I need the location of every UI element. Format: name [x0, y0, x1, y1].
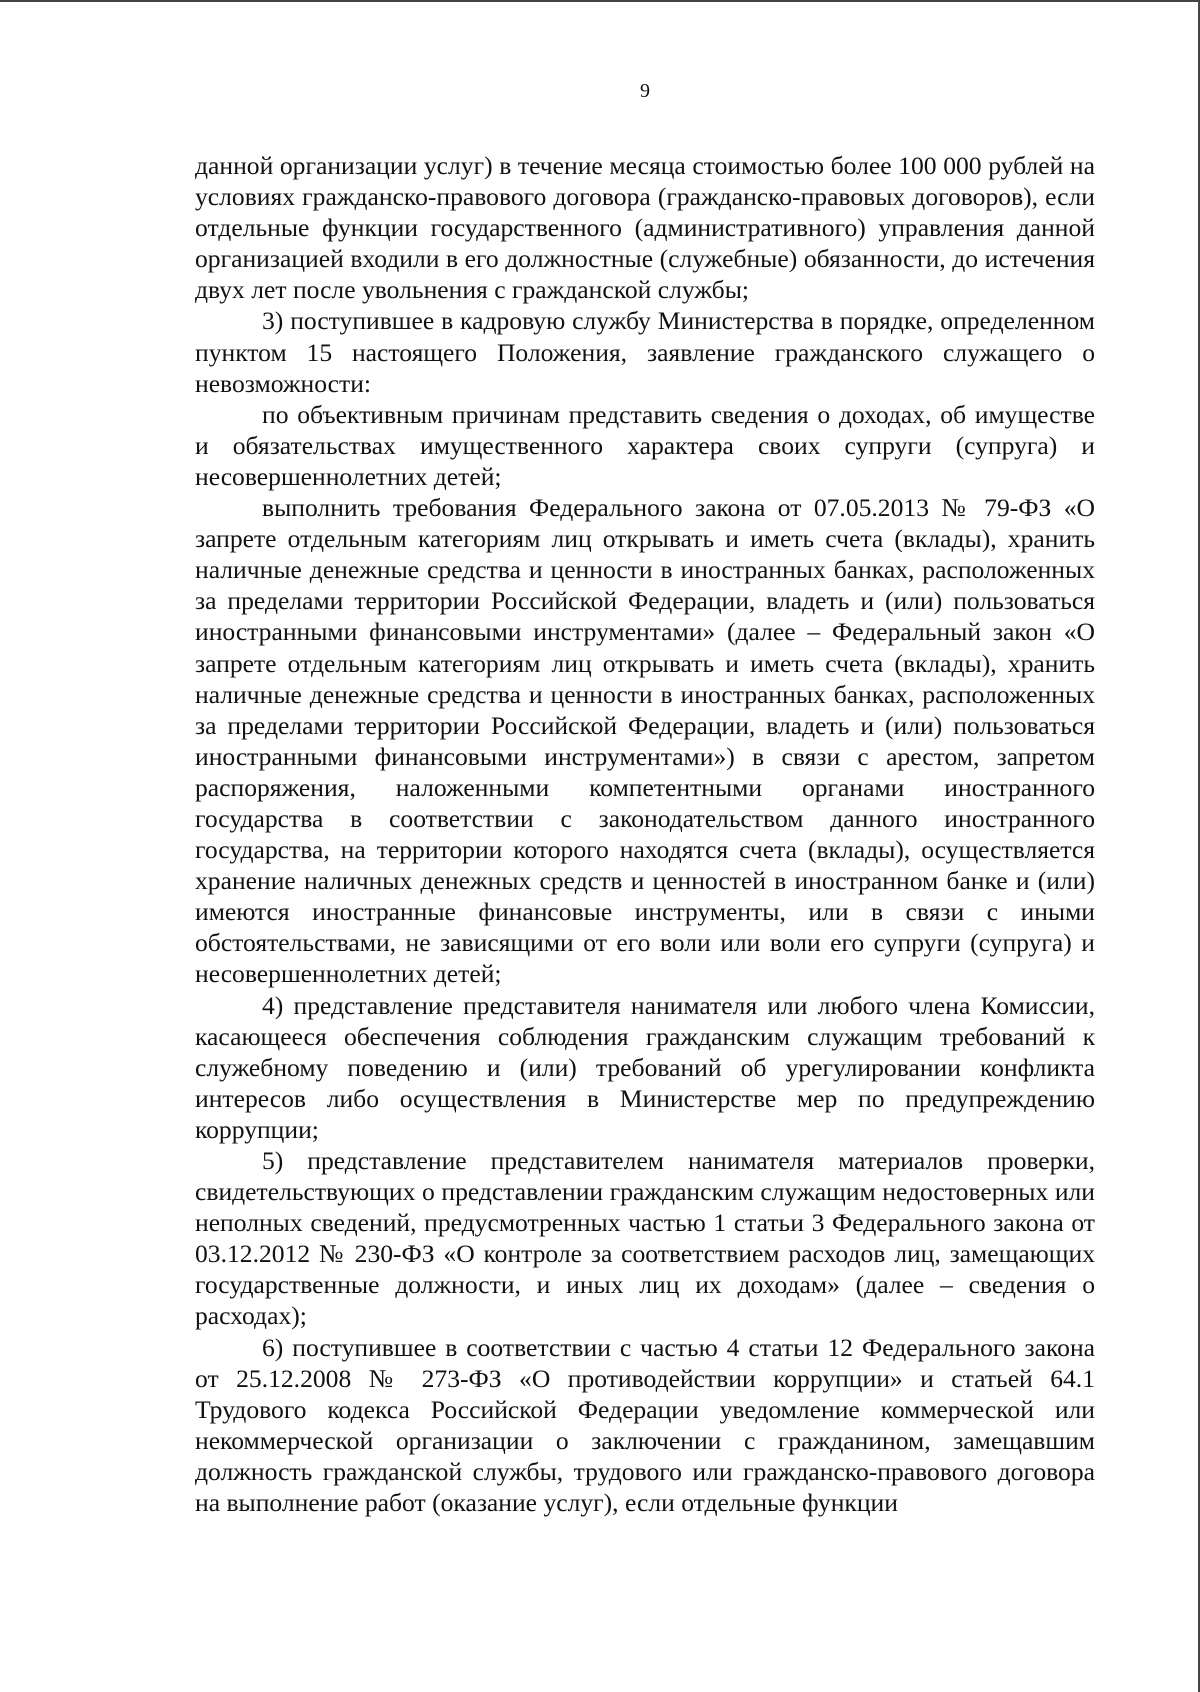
- paragraph-item-4: 4) представление представителя нанимателя или любого члена Комиссии, касающееся обеспечения соблюдения гражданским служащим требований к служебному поведению и (или) требований об урегулировании конфликта интересов либо осуществления в Министерстве мер по предупреждению коррупции;: [195, 990, 1095, 1144]
- paragraph-item-3-sub-2: выполнить требования Федерального закона от 07.05.2013 № 79-ФЗ «О запрете отдельным категориям лиц открывать и иметь счета (вклады), хранить наличные денежные средства и ценности в иностранных банках, расположенных за пределами территории Российской Федерации, владеть и (или) пользоваться иностранными финансовыми инструментами» (далее – Федеральный закон «О запрете отдельным категориям лиц открывать и иметь счета (вклады), хранить наличные денежные средства и ценности в иностранных банках, расположенных за пределами территории Российской Федерации, владеть и (или) пользоваться иностранными финансовыми инструментами») в связи с арестом, запретом распоряжения, наложенными компетентными органами иностранного государства в соответствии с законодательством данного иностранного государства, на территории которого находятся счета (вклады), осуществляется хранение наличных денежных средств и ценностей в иностранном банке и (или) имеются иностранные финансовые инструменты, или в связи с иными обстоятельствами, не зависящими от его воли или воли его супруги (супруга) и несовершеннолетних детей;: [195, 493, 1095, 989]
- paragraph-item-3-sub-1: по объективным причинам представить сведения о доходах, об имуществе и обязательствах имущественного характера своих супруги (супруга) и несовершеннолетних детей;: [195, 399, 1095, 491]
- paragraph-item-3: 3) поступившее в кадровую службу Министерства в порядке, определенном пунктом 15 настоящего Положения, заявление гражданского служащего о невозможности:: [195, 306, 1095, 398]
- page-number: 9: [640, 80, 650, 102]
- paragraph-item-6: 6) поступившее в соответствии с частью 4 статьи 12 Федерального закона от 25.12.2008 № 273-ФЗ «О противодействии коррупции» и статьей 64.1 Трудового кодекса Российской Федерации уведомление коммерческой или некоммерческой организации о заключении с гражданином, замещавшим должность гражданской службы, трудового или гражданско-правового договора на выполнение работ (оказание услуг), если отдельные функции: [195, 1332, 1095, 1518]
- paragraph-continuation: данной организации услуг) в течение месяца стоимостью более 100 000 рублей на условиях гражданско-правового договора (гражданско-правовых договоров), если отдельные функции государственного (административного) управления данной организацией входили в его должностные (служебные) обязанности, до истечения двух лет после увольнения с гражданской службы;: [195, 151, 1095, 305]
- document-body: [195, 150, 1095, 1518]
- paragraph-item-5: 5) представление представителем нанимателя материалов проверки, свидетельствующих о представлении гражданским служащим недостоверных или неполных сведений, предусмотренных частью 1 статьи 3 Федерального закона от 03.12.2012 № 230-ФЗ «О контроле за соответствием расходов лиц, замещающих государственные должности, и иных лиц их доходам» (далее – сведения о расходах);: [195, 1146, 1095, 1331]
